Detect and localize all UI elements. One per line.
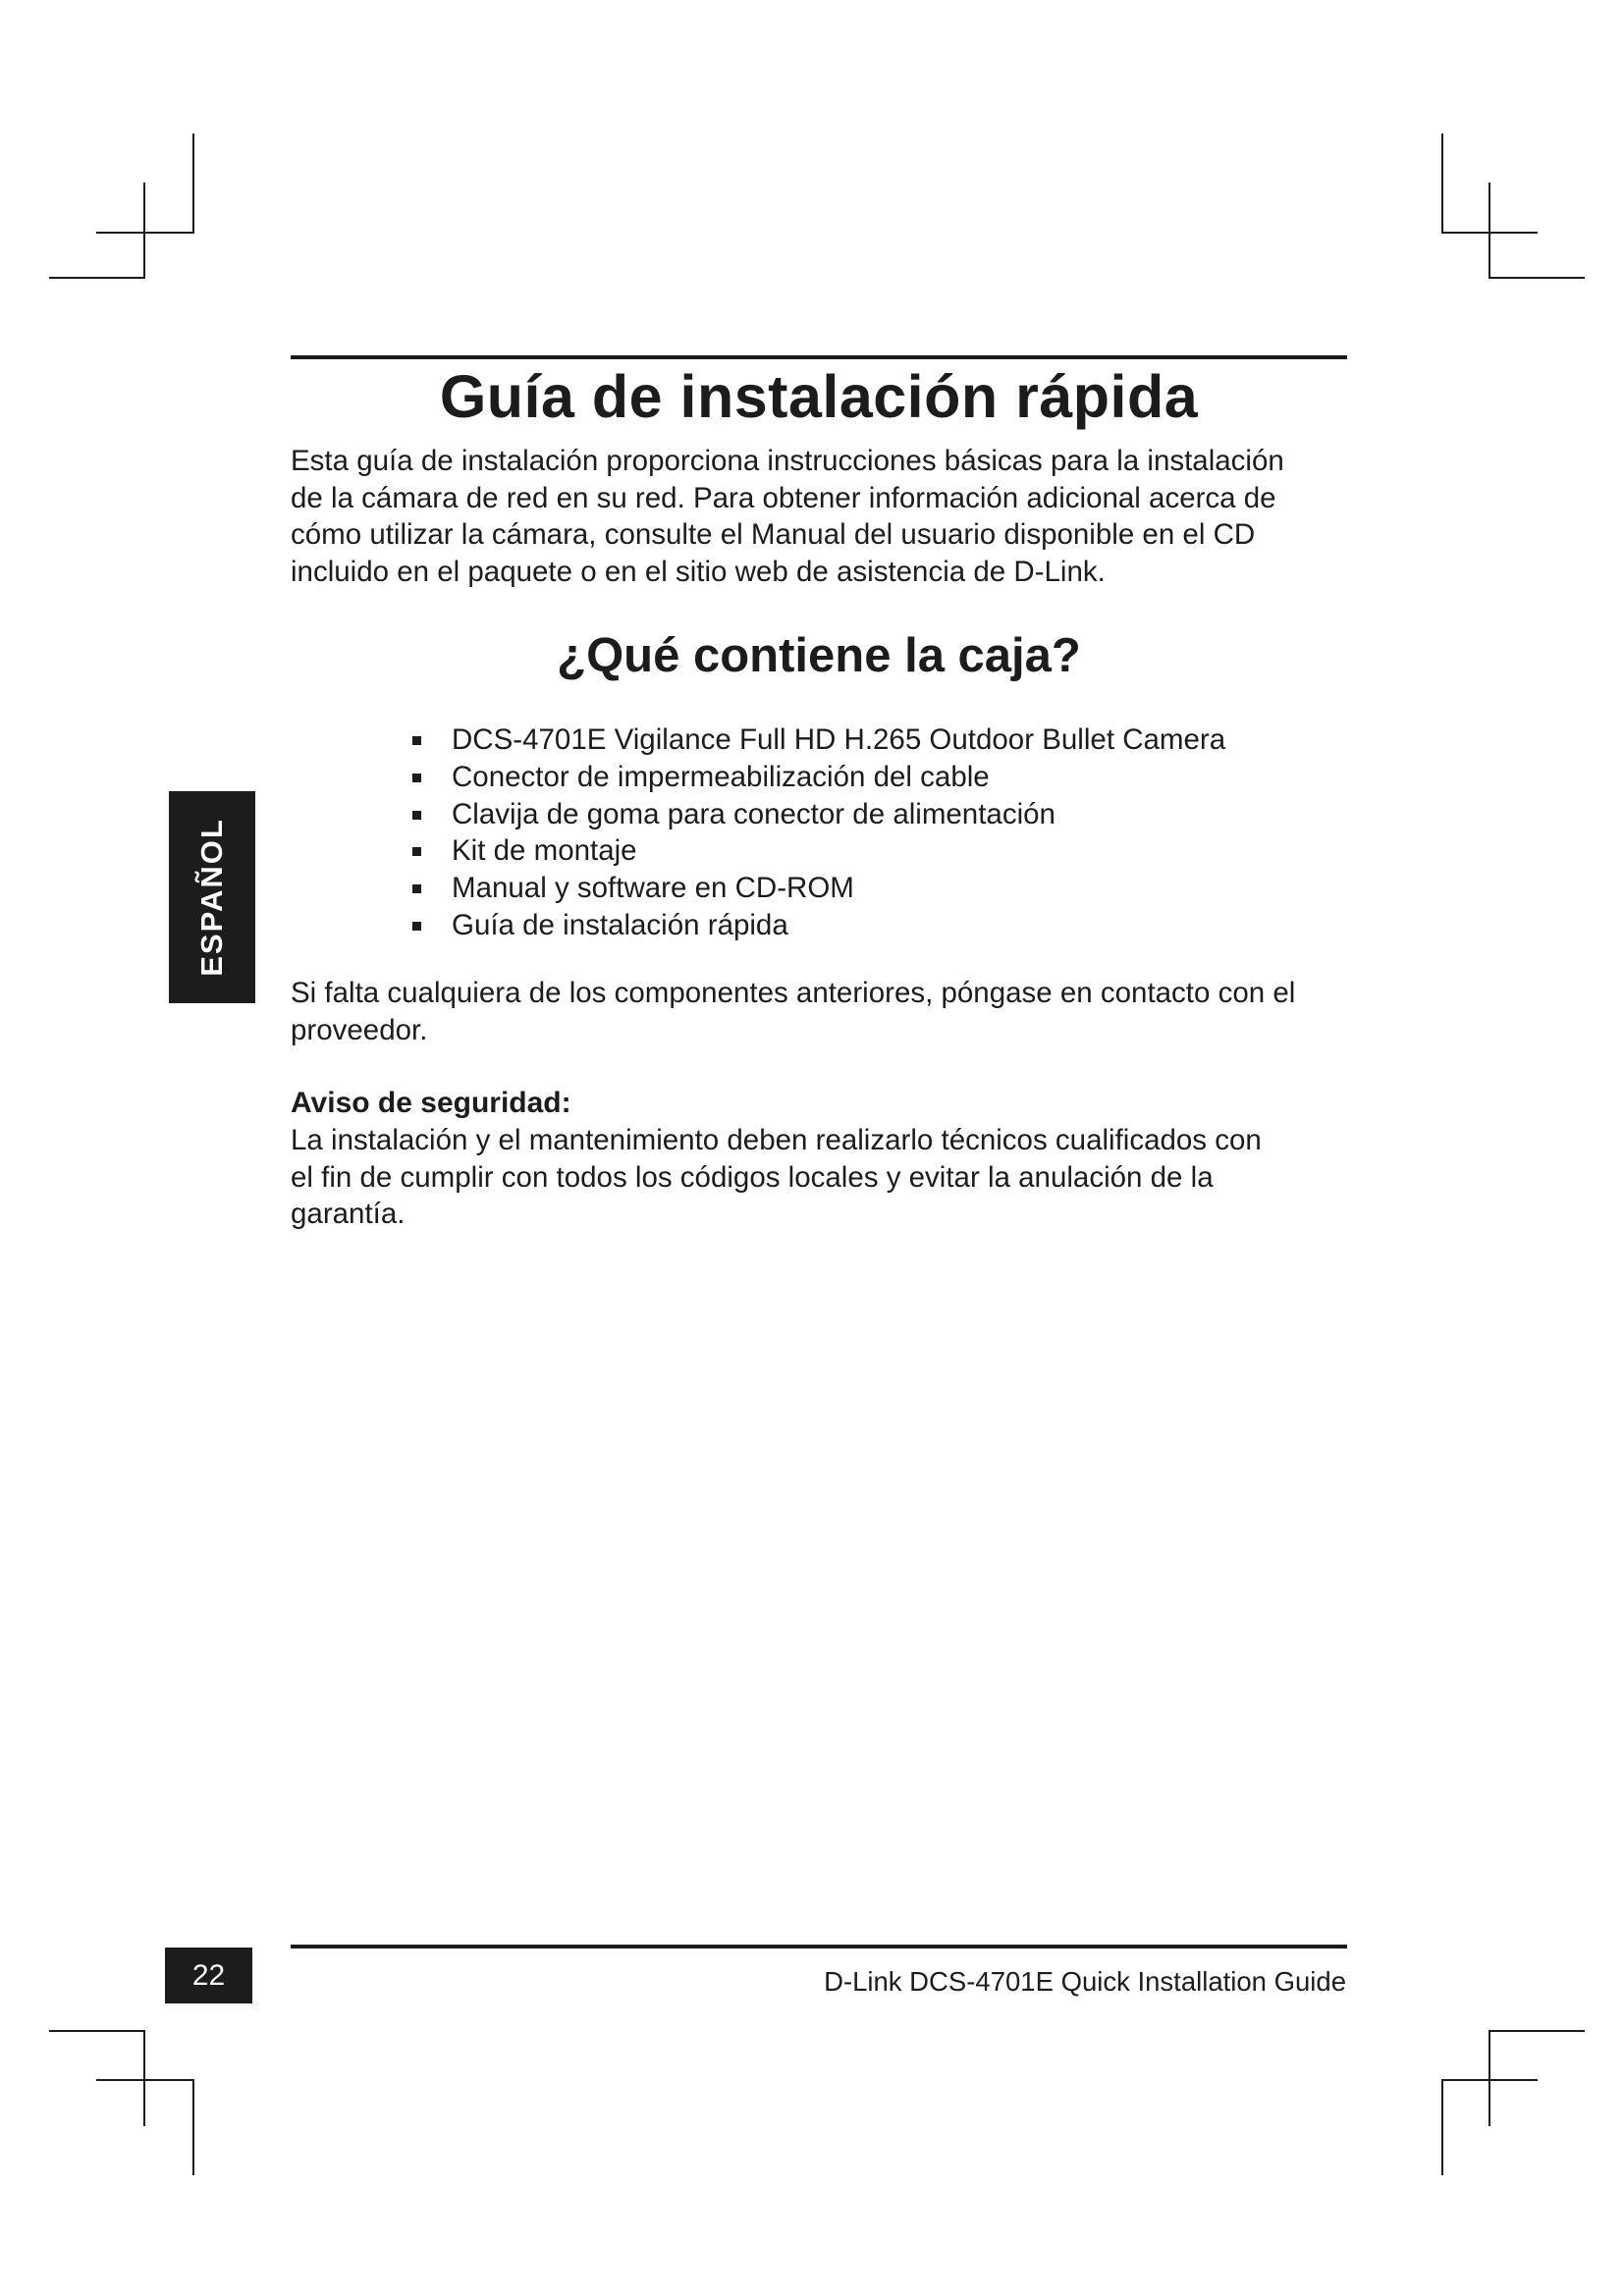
footer-caption: D-Link DCS-4701E Quick Installation Guide [824,1966,1346,1997]
square-bullet-icon [412,847,421,856]
safety-paragraph [291,1122,1361,1233]
page-title: Guía de instalación rápida [439,363,1199,430]
crop-mark [143,2030,145,2126]
crop-mark [49,2030,145,2032]
crop-mark [192,133,194,232]
crop-mark [96,2079,194,2081]
list-item [405,907,1327,944]
intro-line: de la cámara de red en su red. Para obtener información adicional acerca de [291,481,1276,514]
crop-mark [1489,2030,1490,2126]
square-bullet-icon [412,922,421,931]
crop-mark [1441,2079,1538,2081]
intro-paragraph [291,443,1361,590]
list-item [405,721,1327,759]
crop-mark [1489,277,1585,279]
intro-line: cómo utilizar la cámara, consulte el Manual del usuario disponible en el CD [291,518,1256,551]
missing-items-note [291,975,1361,1048]
header-rule [291,355,1347,359]
intro-line: Esta guía de instalación proporciona instrucciones básicas para la instalación [291,445,1284,477]
crop-mark [192,2079,194,2175]
footer-rule [291,1945,1347,1949]
package-contents-list [405,721,1327,944]
square-bullet-icon [412,811,421,820]
list-item [405,870,1327,907]
language-tab-label: ESPAÑOL [194,818,229,977]
safety-line: La instalación y el mantenimiento deben realizarlo técnicos cualificados con [291,1124,1262,1156]
crop-mark [1489,183,1490,279]
intro-line: incluido en el paquete o en el sitio web de asistencia de D-Link. [291,555,1106,588]
note-line: proveedor. [291,1013,428,1046]
crop-mark [96,232,194,234]
section-heading: ¿Qué contiene la caja? [557,629,1081,682]
crop-mark [1441,2079,1443,2175]
list-item-text: Conector de impermeabilización del cable [452,760,990,793]
square-bullet-icon [412,736,421,745]
list-item-text: Manual y software en CD-ROM [452,872,854,905]
list-item-text: Clavija de goma para conector de alimentación [452,797,1056,830]
language-tab [169,791,255,1003]
square-bullet-icon [412,774,421,782]
list-item [405,759,1327,796]
crop-mark [49,277,145,279]
crop-mark [143,183,145,279]
note-line: Si falta cualquiera de los componentes anteriores, póngase en contacto con el [291,977,1296,1009]
crop-mark [1489,2030,1585,2032]
list-item [405,832,1327,870]
list-item-text: Kit de montaje [452,834,637,868]
square-bullet-icon [412,884,421,893]
list-item-text: Guía de instalación rápida [452,908,788,941]
list-item [405,796,1327,833]
safety-line: garantía. [291,1198,406,1230]
page-number: 22 [191,1958,226,1992]
safety-line: el fin de cumplir con todos los códigos locales y evitar la anulación de la [291,1160,1214,1194]
crop-mark [1441,133,1443,232]
safety-heading: Aviso de seguridad: [291,1087,571,1119]
list-item-text: DCS-4701E Vigilance Full HD H.265 Outdoor Bullet Camera [452,723,1226,756]
page-number-box [165,1948,252,2003]
